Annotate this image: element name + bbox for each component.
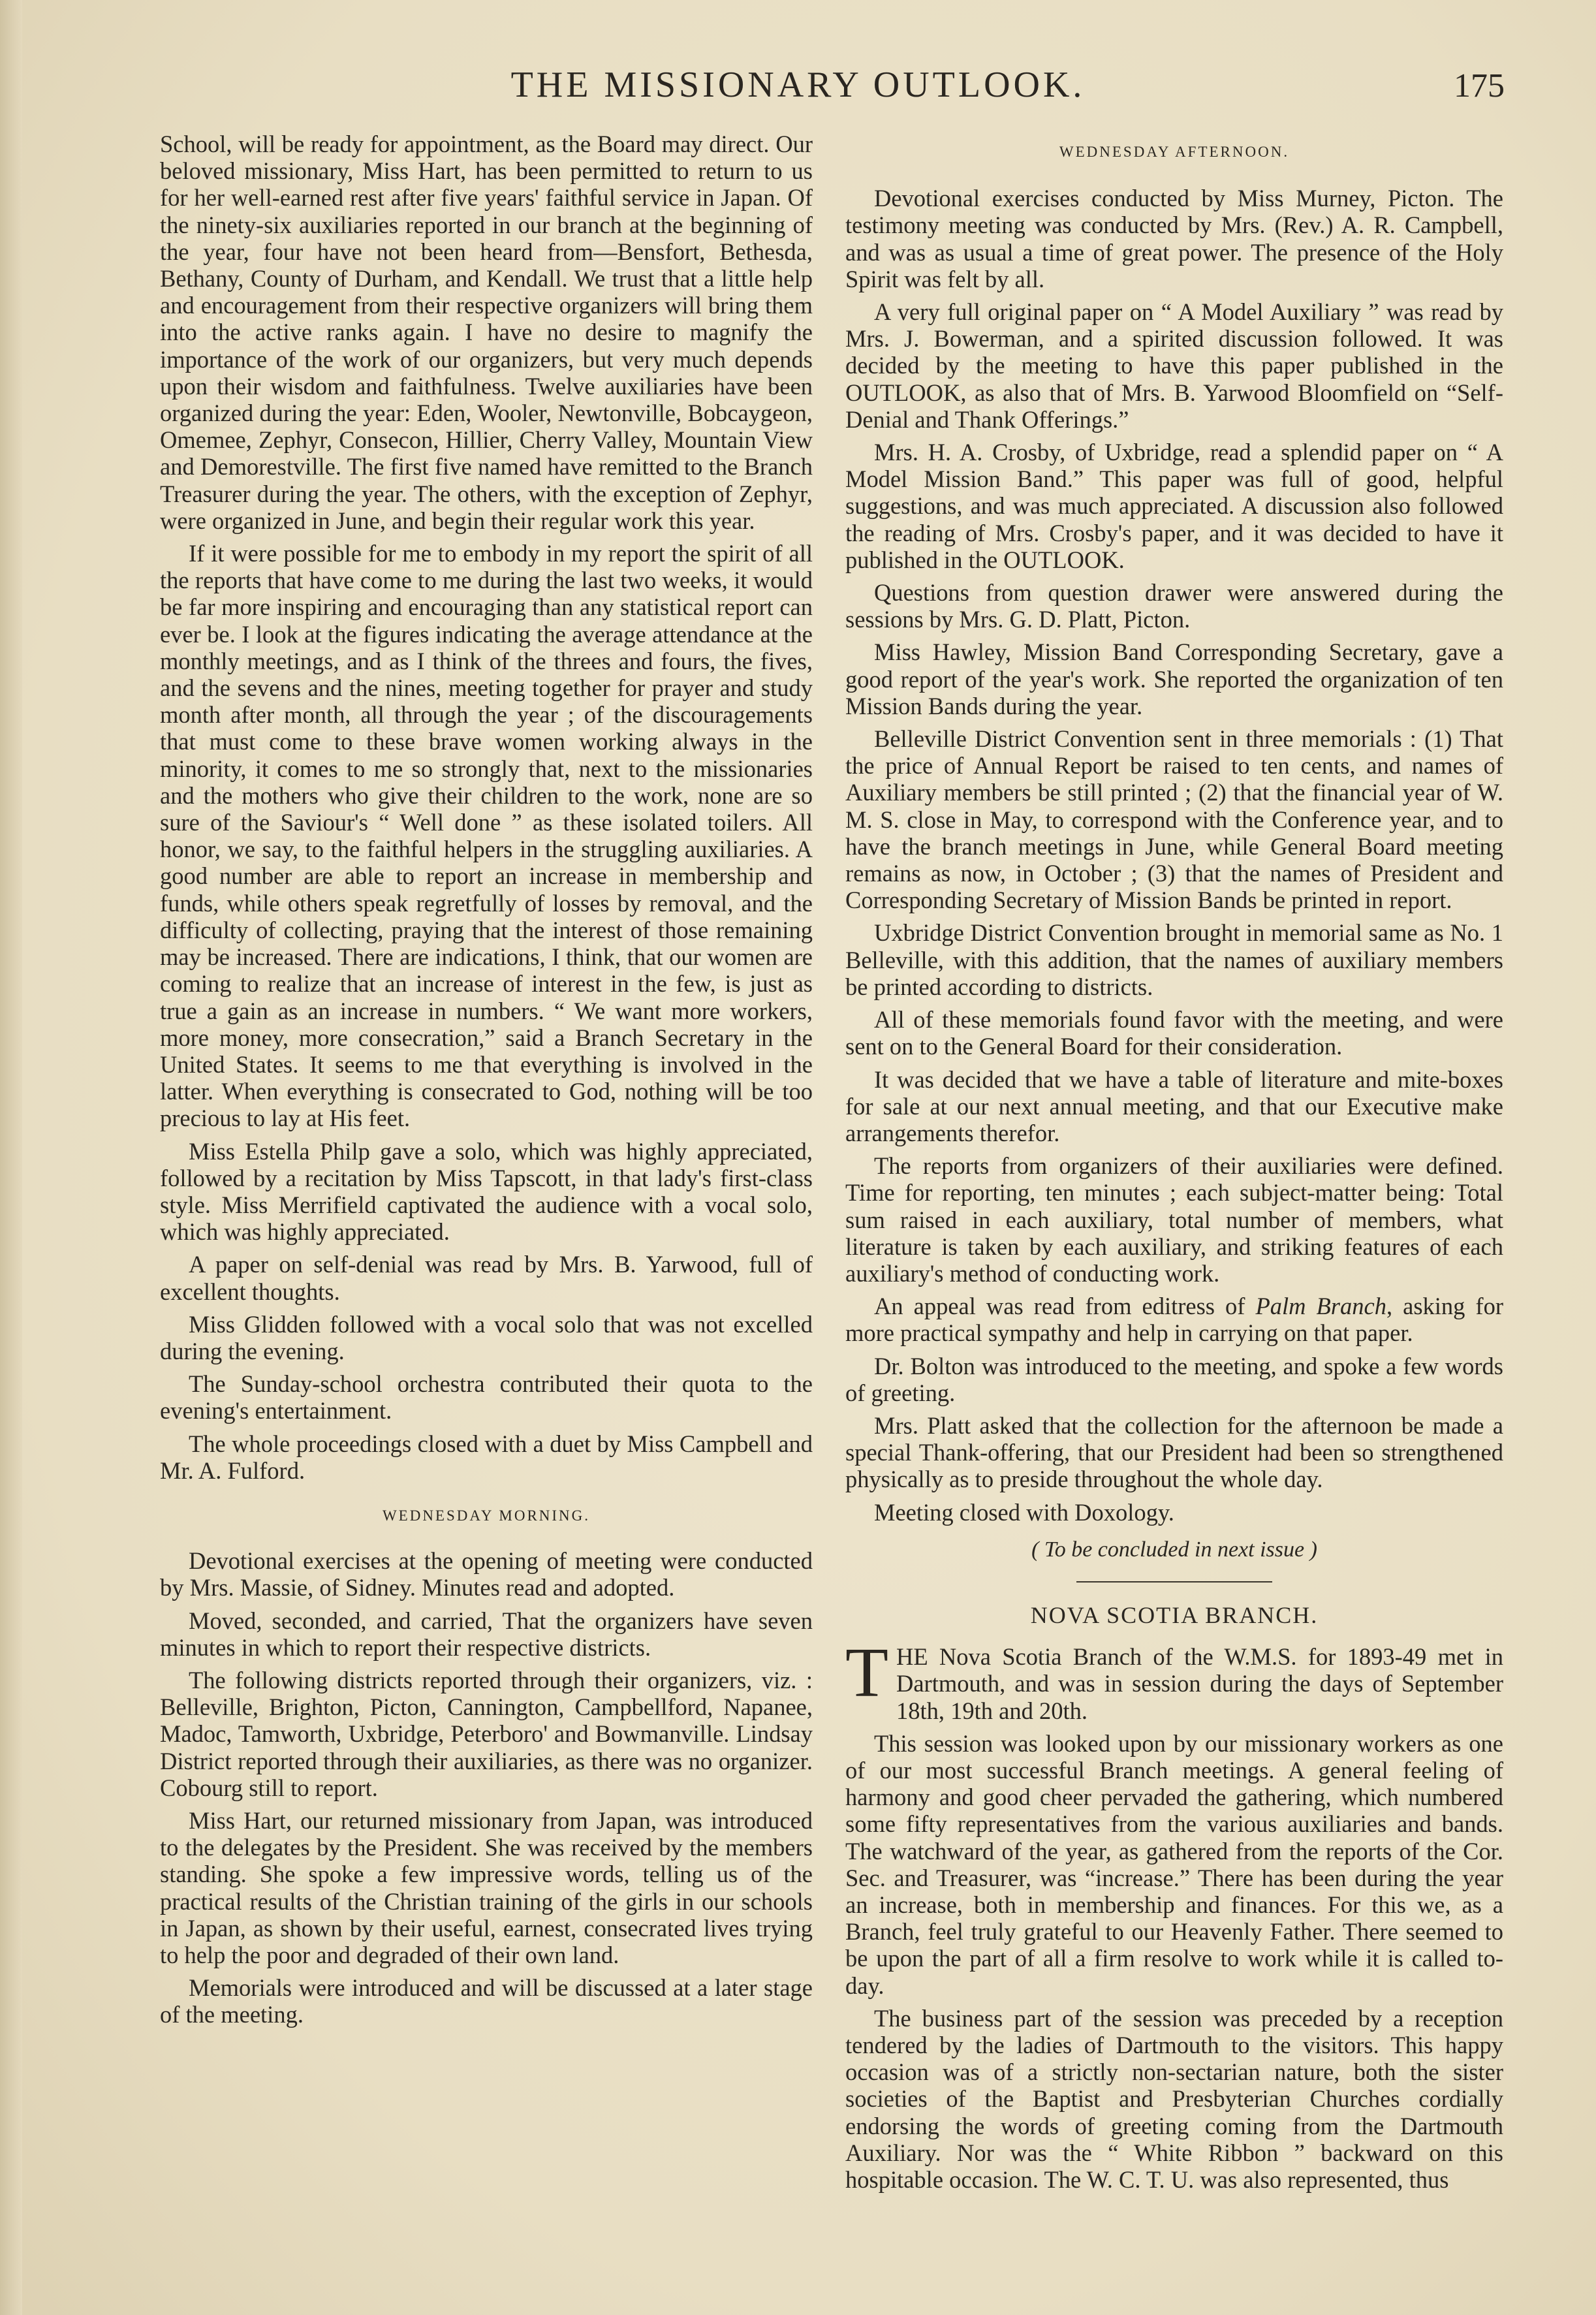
paragraph: Mrs. Platt asked that the collection for the afternoon be made a special Thank-offering, that our President had been so strengthened physically as to preside throughout the whole day.	[845, 1411, 1503, 1493]
paragraph: Meeting closed with Doxology.	[874, 1498, 1174, 1526]
section-heading: WEDNESDAY MORNING.	[382, 1507, 591, 1524]
paragraph: Uxbridge District Convention brought in memorial same as No. 1 Belleville, with this addition, that the names of auxiliary members be printed according to districts.	[845, 919, 1503, 1000]
page-number: 175	[1454, 67, 1505, 104]
paragraph-text: HE Nova Scotia Branch of the W.M.S. for 1893-49 met in Dartmouth, and was in session during the days of September 18th, 19th and 20th.	[896, 1643, 1503, 1724]
paragraph: Miss Glidden followed with a vocal solo that was not excelled during the evening.	[160, 1310, 813, 1364]
paragraph: A paper on self-denial was read by Mrs. B. Yarwood, full of excellent thoughts.	[160, 1251, 813, 1305]
paragraph	[845, 1634, 1503, 1724]
periodical-title: Palm Branch	[1255, 1293, 1386, 1320]
section-divider	[1076, 1581, 1272, 1583]
drop-cap: T	[845, 1634, 888, 1712]
section-heading: NOVA SCOTIA BRANCH.	[1030, 1601, 1319, 1628]
running-title: THE MISSIONARY OUTLOOK.	[510, 65, 1086, 105]
paragraph: The whole proceedings closed with a duet by Miss Campbell and Mr. A. Fulford.	[160, 1430, 813, 1484]
paragraph: The reports from organizers of their auxiliaries were defined. Time for reporting, ten minutes ; each subject-matter being: Total sum raised in each auxiliary, total number of members, what literature is taken by each auxiliary, and striking features of each auxiliary's method of conducting work.	[845, 1152, 1503, 1287]
paragraph: Moved, seconded, and carried, That the organizers have seven minutes in which to report their respective districts.	[160, 1607, 813, 1661]
paragraph: It was decided that we have a table of literature and mite-boxes for sale at our next annual meeting, and that our Executive make arrangements therefor.	[845, 1065, 1503, 1146]
paragraph: Questions from question drawer were answered during the sessions by Mrs. G. D. Platt, Picton.	[845, 579, 1503, 633]
paragraph: School, will be ready for appointment, as the Board may direct. Our beloved missionary, Miss Hart, has been permitted to return to us for her well-earned rest after five years' faithful service in Japan. Of the ninety-six auxiliaries reported in our branch at the beginning of the year, four have not been heard from—Bensfort, Bethesda, Bethany, County of Durham, and Kendall. We trust that a little help and encouragement from their respective organizers will bring them into the active ranks again. I have no desire to magnify the importance of the work of our organizers, but very much depends upon their wisdom and faithfulness. Twelve auxiliaries have been organized during the year: Eden, Wooler, Newtonville, Bobcaygeon, Omemee, Zephyr, Consecon, Hillier, Cherry Valley, Mountain View and Demorestville. The first five named have remitted to the Branch Treasurer during the year. The others, with the exception of Zephyr, were organized in June, and begin their regular work this year.	[160, 131, 813, 534]
paragraph: Devotional exercises at the opening of meeting were conducted by Mrs. Massie, of Sidney. Minutes read and adopted.	[160, 1547, 813, 1601]
paragraph: Memorials were introduced and will be discussed at a later stage of the meeting.	[160, 1974, 813, 2028]
left-column	[160, 131, 813, 2034]
paragraph: Miss Hawley, Mission Band Corresponding Secretary, gave a good report of the year's work. She reported the organization of ten Mission Bands during the year.	[845, 638, 1503, 719]
paragraph	[845, 1293, 1503, 1346]
paragraph: The following districts reported through their organizers, viz. : Belleville, Brighton, Picton, Cannington, Campbellford, Napanee, Madoc, Tamworth, Uxbridge, Peterboro' and Bowmanville. Lindsay District reported through their auxiliaries, as there was no organizer. Cobourg still to report.	[160, 1666, 813, 1801]
paragraph: Miss Estella Philp gave a solo, which was highly appreciated, followed by a recitation by Miss Tapscott, in that lady's first-class style. Miss Merrifield captivated the audience with a vocal solo, which was highly appreciated.	[160, 1137, 813, 1246]
paragraph: Belleville District Convention sent in three memorials : (1) That the price of Annual Report be raised to ten cents, and names of Auxiliary members be still printed ; (2) that the financial year of W. M. S. close in May, to correspond with the Conference year, and to have the branch meetings in June, while General Board meeting remains as now, in October ; (3) that the names of President and Corresponding Secretary of Mission Bands be printed in report.	[845, 725, 1503, 914]
paragraph: All of these memorials found favor with the meeting, and were sent on to the General Board for their consideration.	[845, 1006, 1503, 1060]
page-edge	[0, 0, 22, 2315]
paragraph: Dr. Bolton was introduced to the meeting, and spoke a few words of greeting.	[845, 1352, 1503, 1406]
paragraph: This session was looked upon by our missionary workers as one of our most successful Branch meetings. A general feeling of harmony and good cheer pervaded the gathering, which numbered some fifty representatives from the various auxiliaries and bands. The watchward of the year, as gathered from the reports of the Cor. Sec. and Treasurer, was “increase.” There has been during the year an increase, both in membership and finances. For this we, as a Branch, feel truly grateful to our Heavenly Father. There seemed to be upon the part of all a firm resolve to work while it is called to-day.	[845, 1729, 1503, 1999]
paragraph: A very full original paper on “ A Model Auxiliary ” was read by Mrs. J. Bowerman, and a spirited discussion followed. It was decided by the meeting to have this paper published in the OUTLOOK, as also that of Mrs. B. Yarwood Bloomfield on “Self-Denial and Thank Offerings.”	[845, 298, 1503, 433]
paragraph-text: , asking for more practical sympathy and help in carrying on that paper.	[845, 1293, 1503, 1347]
continuation-note: ( To be concluded in next issue )	[1031, 1537, 1317, 1562]
paragraph: Mrs. H. A. Crosby, of Uxbridge, read a splendid paper on “ A Model Mission Band.” This paper was full of good, helpful suggestions, and was much appreciated. A discussion also followed the reading of Mrs. Crosby's paper, and it was decided to have it published in the OUTLOOK.	[845, 439, 1503, 573]
paragraph: If it were possible for me to embody in my report the spirit of all the reports that have come to me during the last two weeks, it would be far more inspiring and encouraging than any statistical report can ever be. I look at the figures indicating the average attendance at the monthly meetings, and as I think of the threes and fours, the fives, and the sevens and the nines, meeting together for prayer and study month after month, all through the year ; of the discouragements that must come to these brave women working always in the minority, it comes to me so strongly that, next to the missionaries and the mothers who give their children to the work, none are so sure of the Saviour's “ Well done ” as these isolated toilers. All honor, we say, to the faithful helpers in the struggling auxiliaries. A good number are able to report an increase in membership and funds, while others speak regretfully of losses by removal, and the difficulty of collecting, praying that the interest of those remaining may be increased. There are indications, I think, that our women are coming to realize that an increase of interest in the few, is just as true a gain as an increase in numbers. “ We want more workers, more money, more consecration,” said a Branch Secretary in the United States. It seems to me that everything is involved in the latter. When everything is consecrated to God, nothing will be too precious to lay at His feet.	[160, 540, 813, 1132]
section-heading: WEDNESDAY AFTERNOON.	[1059, 144, 1290, 160]
paragraph: Devotional exercises conducted by Miss Murney, Picton. The testimony meeting was conducted by Mrs. (Rev.) A. R. Campbell, and was as usual a time of great power. The presence of the Holy Spirit was felt by all.	[845, 185, 1503, 292]
right-column	[845, 138, 1503, 2199]
paragraph: The Sunday-school orchestra contributed their quota to the evening's entertainment.	[160, 1370, 813, 1425]
paragraph-text: An appeal was read from editress of	[874, 1293, 1256, 1320]
page-header	[0, 52, 1596, 111]
paragraph: Miss Hart, our returned missionary from Japan, was introduced to the delegates by the President. She was received by the members standing. She spoke a few impressive words, telling us of the practical results of the Christian training of the girls in our schools in Japan, as shown by their useful, earnest, consecrated lives trying to help the poor and degraded of their own land.	[160, 1806, 813, 1968]
paragraph: The business part of the session was preceded by a reception tendered by the ladies of Dartmouth to the visitors. This happy occasion was of a strictly non-sectarian nature, both the sister societies of the Baptist and Presbyterian Churches cordially endorsing the words of greeting coming from the Dartmouth Auxiliary. Nor was the “ White Ribbon ” backward on this hospitable occasion. The W. C. T. U. was also represented, thus	[845, 2004, 1503, 2194]
